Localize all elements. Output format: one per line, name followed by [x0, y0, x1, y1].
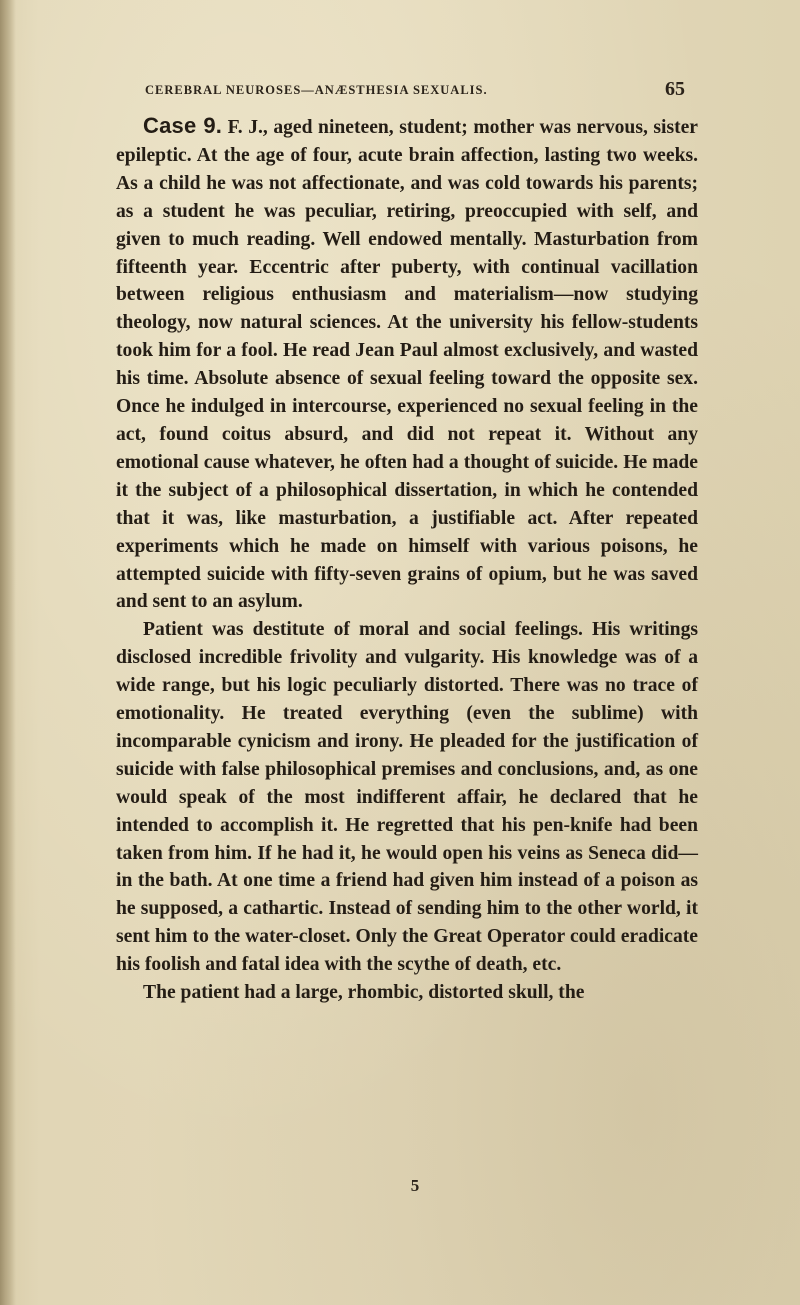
paragraph: The patient had a large, rhombic, distorted skull, the: [143, 982, 585, 1004]
footer: [145, 0, 685, 1305]
paragraph: Patient was destitute of moral and social feelings. His writings disclosed incredible frivolity and vulgarity. His knowledge was of a wide range, but his logic peculiarly distorted. There was no trace of emotionality. He treated everything (even the sublime) with incomparable cynicism and irony. He pleaded for the justification of suicide with false philosophical premises and conclusions, and, as one would speak of the most indifferent affair, he declared that he intended to accomplish it. He regretted that his pen-knife had been taken from him. If he had it, he would open his veins as Seneca did—in the bath. At one time a friend had given him instead of a poison as he supposed, a cathartic. Instead of sending him to the other world, it sent him to the water-closet. Only the Great Operator could eradicate his foolish and fatal idea with the scythe of death, etc.: [116, 619, 698, 976]
signature-mark: 5: [410, 1176, 420, 1195]
case-label: Case 9.: [143, 113, 223, 138]
page-number: 65: [665, 78, 685, 100]
page-gutter-shadow: [0, 0, 16, 1305]
running-head: CEREBRAL NEUROSES—ANÆSTHESIA SEXUALIS.: [145, 83, 488, 97]
paragraph-text: F. J., aged nineteen, student; mother was nervous, sister epileptic. At the age of four, acute brain affection, lasting two weeks. As a child he was not affectionate, and was cold towards his parents; as a student he was peculiar, retiring, preoccupied with self, and given to much reading. Well endowed mentally. Masturbation from fifteenth year. Eccentric after puberty, with continual vacillation between religious enthusiasm and materialism—now studying theology, now natural sciences. At the university his fellow-students took him for a fool. He read Jean Paul almost exclusively, and wasted his time. Absolute absence of sexual feeling toward the opposite sex. Once he indulged in intercourse, experienced no sexual feeling in the act, found coitus absurd, and did not repeat it. Without any emotional cause whatever, he often had a thought of suicide. He made it the subject of a philosophical dissertation, in which he contended that it was, like masturbation, a justifiable act. After repeated experiments which he made on himself with various poisons, he attempted suicide with fifty-seven grains of opium, but he was saved and sent to an asylum.: [116, 117, 698, 613]
